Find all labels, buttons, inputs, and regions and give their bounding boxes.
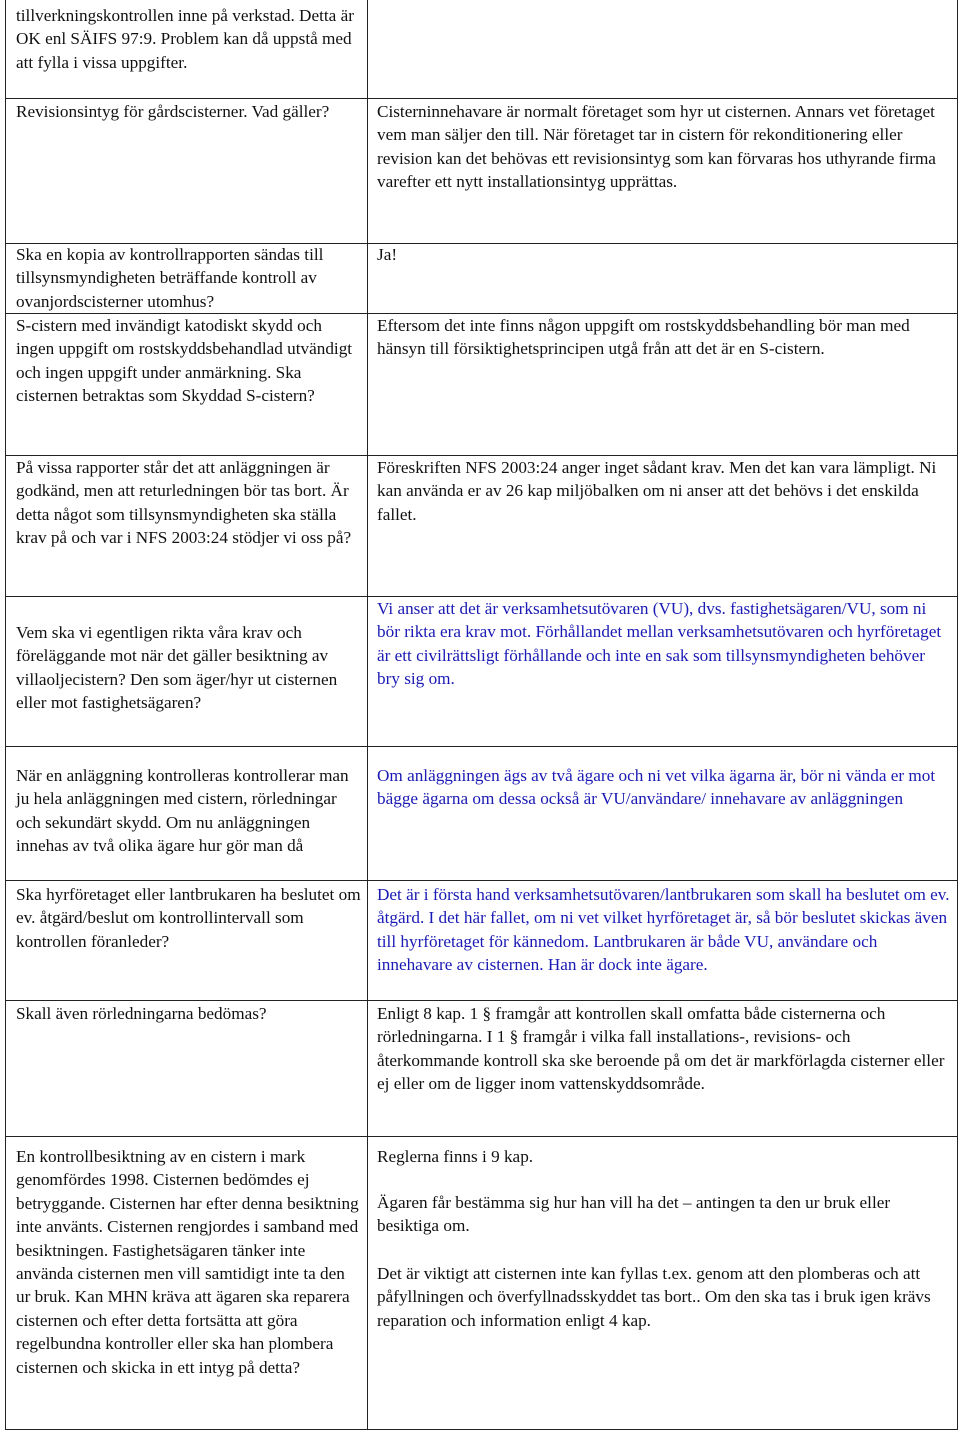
answer-text: Det är i första hand verksamhetsutövaren/lantbrukaren som skall ha beslutet om ev. åtgärd. I det här fallet, om ni vet vilket hyrföretaget är, så bör beslutet skickas även till hyrföretaget för kännedom. Lantbrukaren är både VU, användare och innehavare av cisternen. Han är dock inte ägare. — [377, 885, 950, 975]
table-row — [5, 313, 958, 456]
answer-cell — [367, 596, 958, 747]
answer-text: Om anläggningen ägs av två ägare och ni vet vilka ägarna är, bör ni vända er mot bägge ägarna om dessa också är VU/användare/ innehavare av anläggningen — [377, 766, 936, 809]
table-row — [5, 1000, 958, 1137]
answer-text: Cisterninnehavare är normalt företaget som hyr ut cisternen. Annars vet företaget vem man säljer den till. När företaget tar in cistern för rekonditionering eller revision kan det behövas ett revisionsintyg som kan förvaras hos uthyrande firma varefter ett nytt installationsintyg upprättas. — [377, 102, 936, 192]
question-cell — [5, 746, 368, 881]
answer-cell — [367, 1000, 958, 1137]
question-cell — [5, 1136, 368, 1430]
question-cell — [5, 243, 368, 314]
answer-text: Enligt 8 kap. 1 § framgår att kontrollen skall omfatta både cisternerna och rörledningarna. I 1 § framgår i vilka fall installations-, revisions- och återkommande kontroll ska ske beroende på om det är markförlagda cisterner eller ej eller om de ligger inom vattenskyddsområde. — [377, 1004, 945, 1094]
question-cell — [5, 596, 368, 747]
qa-table — [5, 0, 958, 1430]
answer-cell — [367, 313, 958, 456]
answer-cell — [367, 98, 958, 244]
question-cell — [5, 455, 368, 597]
question-text: På vissa rapporter står det att anläggningen är godkänd, men att returledningen bör tas bort. Är detta något som tillsynsmyndigheten ska ställa krav på och var i NFS 2003:24 stödjer vi oss på? — [16, 458, 352, 548]
question-text: S-cistern med invändigt katodiskt skydd och ingen uppgift om rostskyddsbehandlad utvändigt och ingen uppgift under anmärkning. Ska cisternen betraktas som Skyddad S-cistern? — [16, 316, 353, 406]
question-text: Ska hyrföretaget eller lantbrukaren ha beslutet om ev. åtgärd/beslut om kontrollintervall som kontrollen föranleder? — [16, 885, 361, 951]
answer-cell — [367, 880, 958, 1001]
answer-cell — [367, 0, 958, 99]
table-row — [5, 746, 958, 881]
answer-text: Det är viktigt att cisternen inte kan fyllas t.ex. genom att den plomberas och att påfyllningen och överfyllnadsskyddet tas bort.. Om den ska tas i bruk igen krävs reparation och information enligt 4 kap. — [377, 1264, 931, 1330]
table-row — [5, 1136, 958, 1430]
question-cell — [5, 313, 368, 456]
table-row — [5, 880, 958, 1001]
answer-text: Reglerna finns i 9 kap. — [377, 1147, 534, 1166]
answer-text: Eftersom det inte finns någon uppgift om rostskyddsbehandling bör man med hänsyn till försiktighetsprincipen utgå från att det är en S-cistern. — [377, 316, 910, 359]
question-text: tillverkningskontrollen inne på verkstad. Detta är OK enl SÄIFS 97:9. Problem kan då uppstå med att fylla i vissa uppgifter. — [16, 6, 354, 72]
question-text: När en anläggning kontrolleras kontrollerar man ju hela anläggningen med cistern, rörledningar och sekundärt skydd. Om nu anläggningen innehas av två olika ägare hur gör man då — [16, 766, 349, 856]
answer-text: Ägaren får bestämma sig hur han vill ha det – antingen ta den ur bruk eller besiktiga om. — [377, 1193, 891, 1236]
question-text: Vem ska vi egentligen rikta våra krav och föreläggande mot när det gäller besiktning av villaoljecistern? Den som äger/hyr ut cisternen eller mot fastighetsägaren? — [16, 623, 338, 713]
answer-text: Vi anser att det är verksamhetsutövaren (VU), dvs. fastighetsägaren/VU, som ni bör rikta era krav mot. Förhållandet mellan verksamhetsutövaren och hyrföretaget är ett civilrättsligt förhållande och inte en sak som tillsynsmyndigheten behöver bry sig om. — [377, 599, 942, 689]
answer-cell — [367, 1136, 958, 1430]
question-text: En kontrollbesiktning av en cistern i mark genomfördes 1998. Cisternen bedömdes ej betryggande. Cisternen har efter denna besiktning inte använts. Cisternen rengjordes i samband med besiktningen. Fastighetsägaren tänker inte använda cisternen men vill samtidigt inte ta den ur bruk. Kan MHN kräva att ägaren ska reparera cisternen och efter detta fortsätta att göra regelbundna kontroller eller ska han plombera cisternen och skicka in ett intyg på detta? — [16, 1147, 359, 1377]
answer-text: Föreskriften NFS 2003:24 anger inget sådant krav. Men det kan vara lämpligt. Ni kan använda er av 26 kap miljöbalken om ni anser att det behövs i det enskilda fallet. — [377, 458, 937, 524]
question-cell — [5, 0, 368, 99]
table-row — [5, 0, 958, 99]
answer-cell — [367, 455, 958, 597]
question-text: Skall även rörledningarna bedömas? — [16, 1004, 267, 1023]
question-cell — [5, 98, 368, 244]
question-text: Ska en kopia av kontrollrapporten sändas till tillsynsmyndigheten beträffande kontroll av ovanjordscisterner utomhus? — [16, 245, 324, 311]
table-row — [5, 98, 958, 244]
table-row — [5, 596, 958, 747]
table-row — [5, 243, 958, 314]
question-cell — [5, 1000, 368, 1137]
answer-cell — [367, 746, 958, 881]
table-row — [5, 455, 958, 597]
question-text: Revisionsintyg för gårdscisterner. Vad gäller? — [16, 102, 330, 121]
question-cell — [5, 880, 368, 1001]
answer-text: Ja! — [377, 245, 398, 264]
answer-cell — [367, 243, 958, 314]
